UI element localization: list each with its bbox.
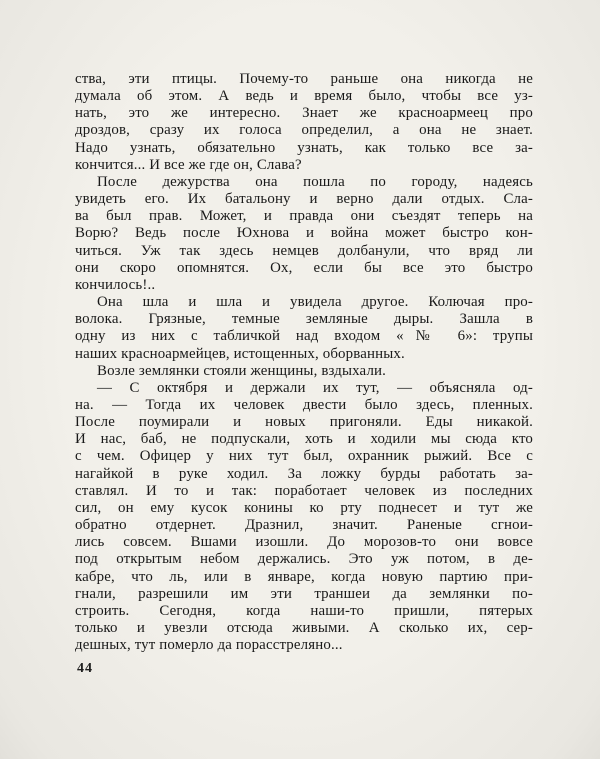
text-line: обратно отдернет. Дразнил, значит. Раненые сгнои-: [75, 517, 533, 534]
text-line: дроздов, сразу их голоса определил, а она не знает.: [75, 122, 533, 139]
text-line: гнали, разрешили им эти траншеи да землянки по-: [75, 585, 533, 602]
text-line: ставлял. И то и так: поработает человек из последних: [75, 482, 533, 499]
text-line: лись совсем. Вшами изошли. До морозов-то они вовсе: [75, 534, 533, 551]
text-line: кончилось!..: [75, 276, 156, 293]
text-line: наших красноармейцев, истощенных, оборванных.: [75, 345, 405, 362]
text-line: После поумирали и новых пригоняли. Еды никакой.: [75, 414, 533, 431]
text-line: нагайкой в руке ходил. За ложку бурды работать за-: [75, 465, 533, 482]
text-line: только и увезли отсюда живыми. А сколько их, сер-: [75, 620, 533, 636]
paragraph: [75, 174, 533, 294]
text-line: Возле землянки стояли женщины, вздыхали.: [97, 362, 387, 379]
text-line: они скоро опомнятся. Ох, если бы все это быстро: [75, 259, 533, 276]
paragraph: [75, 363, 533, 380]
text-line: нать, это же интересно. Знает же красноармеец про: [75, 105, 533, 122]
paragraph: [75, 294, 533, 363]
text-line: ва был прав. Может, и правда они съездят теперь на: [75, 208, 533, 225]
text-line: кабре, что ль, или в январе, когда новую партию при-: [75, 568, 533, 585]
text-line: с чем. Офицер у них тут был, охранник рыжий. Все с: [75, 448, 533, 465]
text-line: строить. Сегодня, когда наши-то пришли, пятерых: [75, 602, 533, 619]
text-line: — С октября и держали их тут, — объясняла од-: [97, 379, 533, 396]
text-line: Она шла и шла и увидела другое. Колючая про-: [97, 294, 533, 311]
text-line: увидеть его. Их батальону и верно дали отдых. Сла-: [75, 191, 533, 208]
paragraph: [75, 71, 533, 174]
text-line: дешных, тут померло да порасстреляно...: [75, 637, 343, 654]
text-line: волока. Грязные, темные земляные дыры. Зашла в: [75, 311, 533, 328]
text-line: кончится... И все же где он, Слава?: [75, 156, 302, 173]
text-line: Надо узнать, обязательно узнать, как только все за-: [75, 139, 533, 156]
text-line: Ворю? Ведь после Юхнова и война может быстро кон-: [75, 225, 533, 242]
text-line: читься. Уж так здесь немцев долбанули, что вряд ли: [75, 242, 533, 259]
text-block: [75, 71, 533, 654]
text-line: под открытым небом держались. Это уж потом, в де-: [75, 551, 533, 568]
text-line: на. — Тогда их человек двести было здесь, пленных.: [75, 396, 533, 413]
page-number: 44: [77, 661, 93, 676]
paragraph: [75, 380, 533, 655]
text-line: ства, эти птицы. Почему-то раньше она никогда не: [75, 71, 533, 87]
text-line: После дежурства она пошла по городу, надеясь: [97, 173, 533, 190]
text-line: сил, он ему кусок конины ко рту поднесет и тут же: [75, 499, 533, 516]
text-line: одну из них с табличкой над входом «№ 6»: трупы: [75, 328, 533, 345]
text-line: думала об этом. А ведь и время было, чтобы все уз-: [75, 88, 533, 105]
text-line: И нас, баб, не подпускали, хоть и ходили мы сюда кто: [75, 431, 533, 448]
